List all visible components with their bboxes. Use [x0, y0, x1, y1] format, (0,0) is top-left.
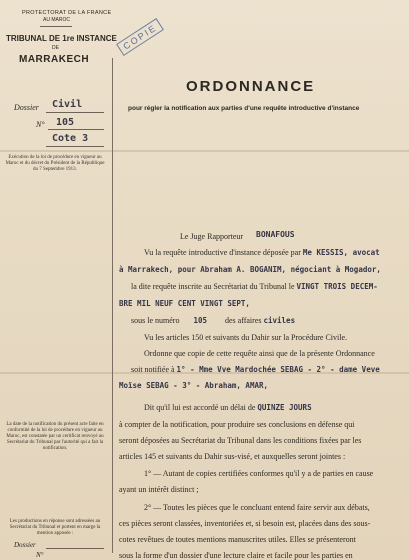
line-parties-cont: Moïse SEBAG - 3° - Abraham, AMAR, — [119, 381, 269, 390]
line-deposees: seront déposées au Secrétariat du Tribunal dans les conditions fixées par les — [119, 436, 362, 445]
line-numero — [131, 316, 295, 325]
number-label: N° — [36, 120, 45, 129]
dossier-label: Dossier — [14, 103, 39, 112]
avocat-name: Me KESSIS, avocat — [302, 248, 380, 257]
note-notification-date: La date de la notification du présent acte faite en conformité de la loi de procédure en vigueur au Maroc, est constatée par un certificat renvoyé au Secrétariat du Tribunal par l'autorité qui a fait la notification. — [6, 422, 104, 451]
dossier2-rule — [46, 548, 104, 549]
line-articles-145: articles 145 et suivants du Dahir sus-visé, et auxquelles seront jointes : — [119, 452, 346, 461]
number-value: 105 — [56, 117, 75, 128]
margin-divider — [112, 58, 113, 553]
line-text: Dit qu'il lui est accordé un délai de — [144, 403, 256, 412]
line-text: sous le numéro — [131, 316, 180, 325]
header-tribunal: TRIBUNAL DE 1re INSTANCE — [6, 34, 117, 43]
juge-name: BONAFOUS — [256, 230, 295, 239]
line-classees: ces pièces seront classées, inventoriées et, si besoin est, placées dans des sous- — [119, 519, 371, 528]
dossier-value: Civil — [52, 99, 83, 110]
juge-label: Le Juge Rapporteur — [180, 232, 244, 241]
number2-label: N° — [36, 551, 44, 559]
delai-value: QUINZE JOURS — [257, 403, 312, 412]
document-title: ORDONNANCE — [186, 78, 316, 95]
header-maroc: AU MAROC — [43, 17, 70, 23]
line-articles: Vu les articles 150 et suivants du Dahir sur la Procédure Civile. — [144, 333, 348, 342]
line-text: la dite requête inscrite au Secrétariat du Tribunal le — [131, 282, 295, 291]
dossier2-label: Dossier — [14, 541, 36, 549]
line-text: des affaires — [224, 316, 262, 325]
header-de: DE — [52, 45, 59, 51]
line-copies: 1° — Autant de copies certifiées conformes qu'il y a de parties en cause — [144, 469, 374, 478]
cote-rule — [46, 146, 104, 147]
affaires-type: civiles — [263, 316, 296, 325]
line-text: Vu la requête introductive d'instance déposée par — [144, 248, 301, 257]
line-inscrite — [131, 282, 378, 291]
line-interet: ayant un intérêt distinct ; — [119, 485, 199, 494]
note-productions: Les productions en réponse sont adressées au Secrétariat du Tribunal et portent en marge la mention apposée : — [9, 519, 101, 536]
copie-stamp: COPIE — [116, 18, 164, 56]
document-subtitle: pour régler la notification aux parties d'une requête introductive d'instance — [128, 105, 360, 112]
line-party: à Marrakech, pour Abraham A. BOGANIM, négociant à Mogador, — [119, 265, 381, 274]
header-protectorat: PROTECTORAT DE LA FRANCE — [22, 10, 112, 16]
line-notifiee — [131, 365, 380, 374]
line-pieces: 2° — Toutes les pièces que le concluant entend faire servir aux débats, — [144, 503, 370, 512]
line-compter: à compter de la notification, pour produire ses conclusions en défense qui — [119, 420, 355, 429]
date-text: VINGT TROIS DECEM- — [296, 282, 378, 291]
notified-parties: 1° - Mme Vve Mardochée SEBAG - 2° - dame Veve — [176, 365, 380, 374]
line-date: BRE MIL NEUF CENT VINGT SEPT, — [119, 299, 250, 308]
line-delai — [144, 403, 312, 412]
line-text: soit notifiée à — [131, 365, 175, 374]
line-requete — [144, 248, 380, 257]
line-ordonne: Ordonne que copie de cette requête ainsi que de la présente Ordonnance — [144, 349, 375, 358]
paper-fold — [0, 150, 409, 152]
header-rule — [40, 26, 72, 27]
line-cotes: cotes revêtues de toutes mentions manuscrites utiles. Elles se présenteront — [119, 535, 356, 544]
number-rule — [48, 129, 104, 130]
dossier-rule — [46, 112, 104, 113]
line-dossier: sous la forme d'un dossier d'une lecture claire et facile pour les parties en — [119, 551, 353, 560]
note-execution: Exécution de la loi de procédure en vigueur au Maroc et du décret du Président de la République du 7 Septembre 1913. — [5, 155, 105, 172]
numero-value: 105 — [193, 316, 207, 325]
cote-value: Cote 3 — [52, 133, 89, 144]
header-city: MARRAKECH — [19, 54, 90, 65]
